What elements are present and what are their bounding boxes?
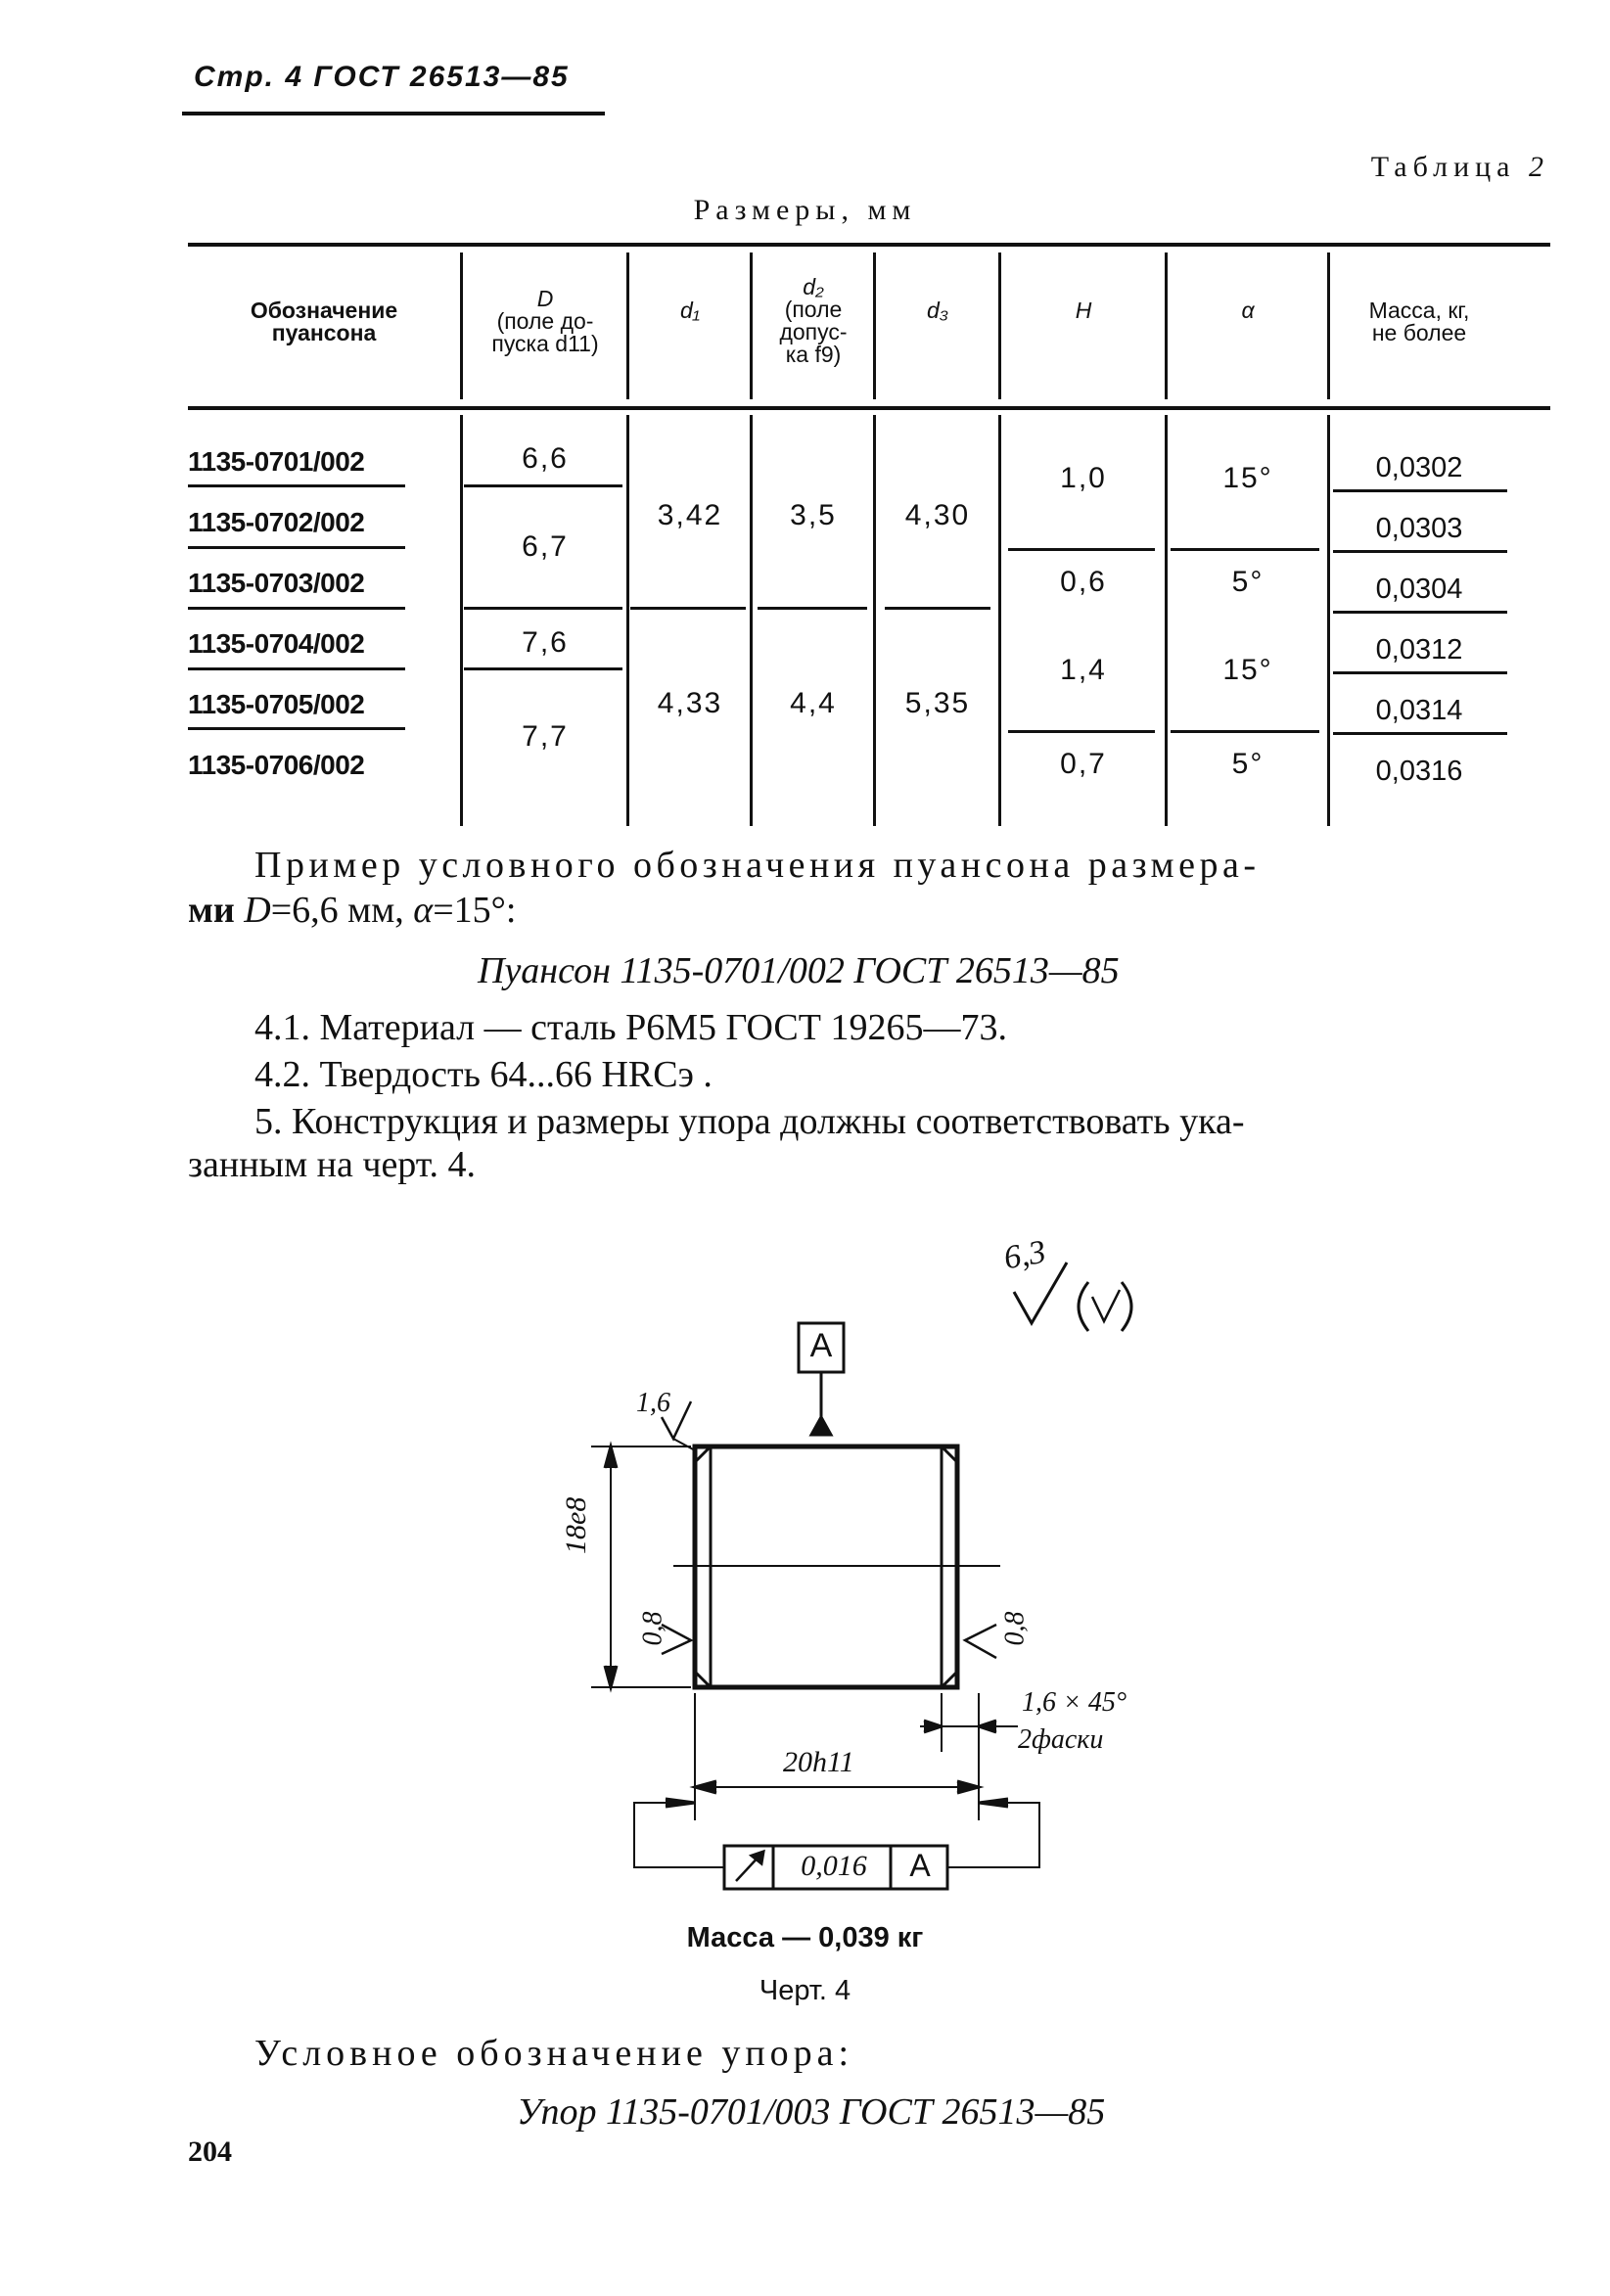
cell-mass: 0,0314 [1375, 695, 1463, 726]
cell-d2: 3,5 [790, 499, 837, 531]
cell-alpha: 15° [1222, 462, 1273, 494]
item-5-line-1: 5. Конструкция и размеры упора должны соответствовать ука- [254, 1101, 1245, 1142]
cell-d3: 4,30 [904, 499, 971, 531]
table-units: Размеры, мм [693, 194, 917, 226]
cell-d3: 5,35 [904, 687, 971, 719]
cell-alpha: 5° [1231, 566, 1265, 598]
tolerance-value: 0,016 [801, 1850, 867, 1882]
dim-width-label: 20h11 [783, 1746, 854, 1778]
example-symbol: D [244, 890, 271, 931]
table-row-code: 1135-0701/002 [188, 446, 365, 477]
header-designation-line: Обозначение [250, 298, 398, 323]
roughness-chamfer-value: 1,6 [636, 1388, 670, 1418]
item-5-line-2: занным на черт. 4. [188, 1144, 477, 1185]
cell-d2: 4,4 [790, 687, 837, 719]
header-d1: d₁ [679, 298, 701, 323]
table-row-code: 1135-0706/002 [188, 750, 365, 780]
cell-D: 7,6 [522, 626, 569, 659]
cell-D: 6,7 [522, 530, 569, 563]
example-text: =15°: [433, 890, 517, 931]
dim-height-label: 18e8 [560, 1496, 592, 1554]
cell-H: 1,4 [1060, 654, 1107, 686]
header-H: H [1075, 298, 1092, 323]
example-designation: Пуансон 1135-0701/002 ГОСТ 26513—85 [478, 950, 1120, 991]
cell-H: 0,6 [1060, 566, 1107, 598]
designation-value: Упор 1135-0701/003 ГОСТ 26513—85 [517, 2091, 1106, 2133]
example-symbol: α [413, 890, 434, 931]
example-text: ми [188, 890, 245, 931]
cell-H: 0,7 [1060, 748, 1107, 780]
roughness-side-right: 0,8 [999, 1611, 1031, 1646]
cell-alpha: 5° [1231, 748, 1265, 780]
example-line-1: Пример условного обозначения пуансона размера- [254, 845, 1261, 886]
header-designation-line: пуансона [271, 320, 377, 345]
roughness-side-left: 0,8 [637, 1611, 668, 1646]
roughness-general-value: 6,3 [1001, 1233, 1049, 1277]
cell-d1: 3,42 [657, 499, 723, 531]
header-D-line: пуска d11) [491, 331, 599, 356]
cell-mass: 0,0303 [1375, 513, 1463, 544]
figure-caption: Черт. 4 [759, 1975, 851, 2006]
header-d2-line: ка f9) [785, 342, 842, 367]
header-mass-line: не более [1371, 320, 1467, 345]
designation-label: Условное обозначение упора: [254, 2033, 854, 2074]
example-text: =6,6 мм, [270, 890, 414, 931]
header-d2-symbol: d₂ [803, 274, 824, 299]
table-label-number: 2 [1529, 151, 1549, 183]
cell-mass: 0,0304 [1375, 574, 1463, 605]
header-alpha: α [1241, 298, 1255, 323]
table-row-code: 1135-0702/002 [188, 507, 365, 537]
header-d2-line: (поле [784, 297, 843, 322]
chamfer-note-1: 1,6 × 45° [1022, 1687, 1127, 1718]
header-mass-line: Масса, кг, [1368, 298, 1470, 323]
datum-label: A [809, 1327, 833, 1364]
mass-caption: Масса — 0,039 кг [686, 1922, 924, 1953]
cell-D: 7,7 [522, 720, 569, 753]
header-D-line: (поле до- [496, 308, 594, 334]
chamfer-note-2: 2фаски [1018, 1724, 1104, 1755]
item-4-2: 4.2. Твердость 64...66 HRCэ . [254, 1054, 713, 1095]
table-row-code: 1135-0704/002 [188, 628, 365, 659]
cell-D: 6,6 [522, 442, 569, 475]
header-d3: d₃ [927, 298, 948, 323]
cell-mass: 0,0302 [1375, 452, 1463, 483]
tolerance-datum: A [909, 1848, 931, 1883]
cell-H: 1,0 [1060, 462, 1107, 494]
cell-mass: 0,0316 [1375, 756, 1463, 787]
cell-d1: 4,33 [657, 687, 723, 719]
header-D-symbol: D [536, 286, 554, 311]
cell-alpha: 15° [1222, 654, 1273, 686]
table-row-code: 1135-0703/002 [188, 568, 365, 598]
page-number: 204 [188, 2135, 232, 2168]
header-d2-line: допус- [779, 319, 848, 344]
item-4-1: 4.1. Материал — сталь Р6М5 ГОСТ 19265—73. [254, 1007, 1007, 1048]
cell-mass: 0,0312 [1375, 634, 1463, 666]
table-label-word: Таблица [1370, 151, 1516, 183]
table-row-code: 1135-0705/002 [188, 689, 365, 719]
page-header: Стр. 4 ГОСТ 26513—85 [194, 61, 570, 93]
